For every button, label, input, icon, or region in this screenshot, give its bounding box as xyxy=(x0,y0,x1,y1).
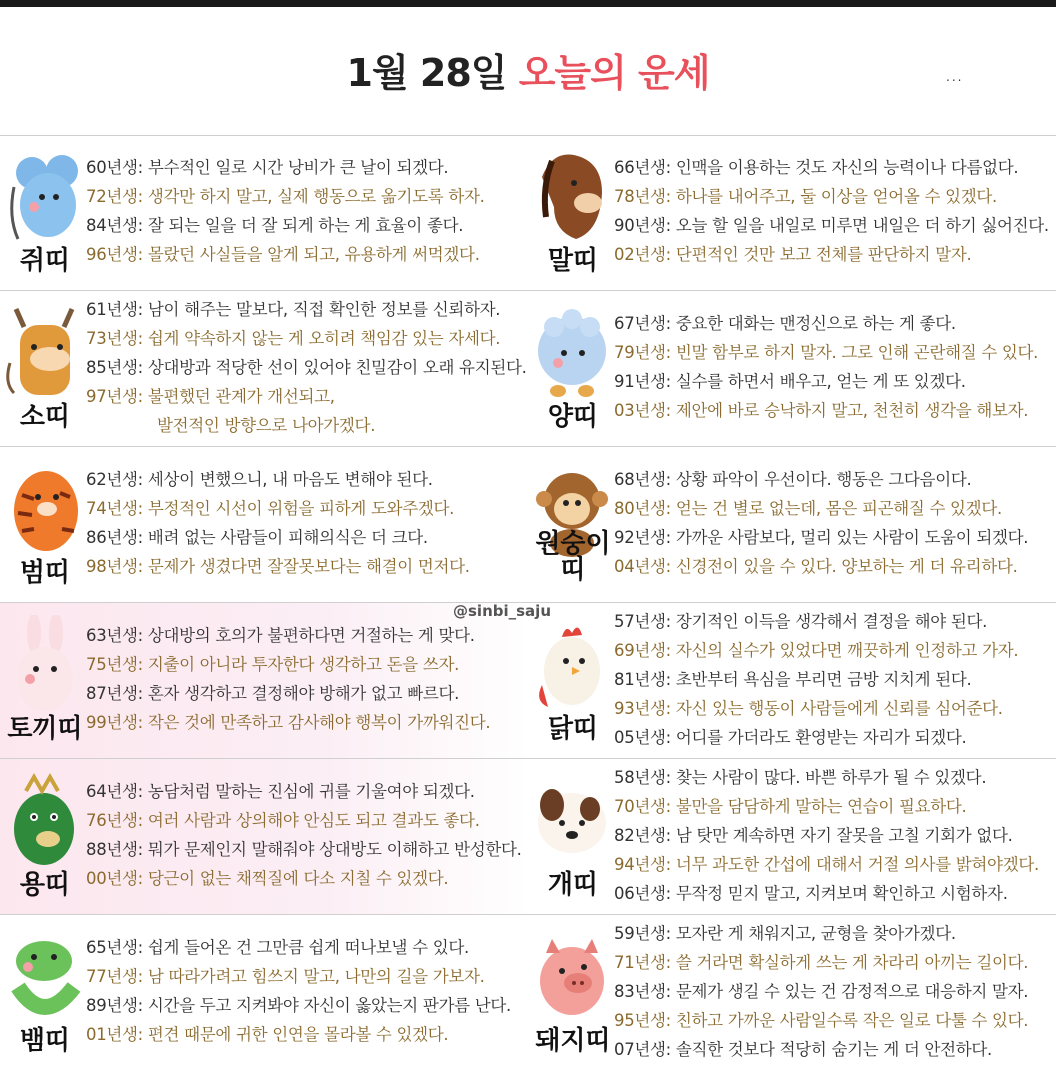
fortune-lines xyxy=(614,153,1049,269)
birth-year: 62년생: xyxy=(86,470,143,489)
fortune-text: 불만을 담담하게 말하는 연습이 필요하다. xyxy=(675,797,967,816)
zodiac-section xyxy=(0,291,528,446)
fortune-line xyxy=(86,295,527,324)
fortune-text: 몰랐던 사실들을 알게 되고, 유용하게 써먹겠다. xyxy=(147,245,480,264)
birth-year: 73년생: xyxy=(86,329,143,348)
fortune-line xyxy=(614,694,1018,723)
fortune-text: 문제가 생길 수 있는 건 감정적으로 대응하지 말자. xyxy=(675,982,1029,1001)
fortune-text: 인맥을 이용하는 것도 자신의 능력이나 다름없다. xyxy=(675,158,1019,177)
fortune-line xyxy=(86,353,527,382)
fortune-lines xyxy=(86,933,511,1049)
fortune-line xyxy=(614,396,1038,425)
rooster-icon xyxy=(532,615,612,715)
zodiac-name: 닭띠 xyxy=(547,714,599,744)
zodiac-section xyxy=(528,291,1056,446)
fortune-line xyxy=(86,465,470,494)
fortune-text: 가까운 사람보다, 멀리 있는 사람이 도움이 되겠다. xyxy=(675,528,1029,547)
rabbit-icon xyxy=(4,615,84,715)
birth-year: 04년생: xyxy=(614,557,671,576)
fortune-text: 단편적인 것만 보고 전체를 판단하지 말자. xyxy=(675,245,972,264)
zodiac-name: 범띠 xyxy=(19,558,71,588)
pig-icon xyxy=(532,927,612,1027)
fortune-text: 농담처럼 말하는 진심에 귀를 기울여야 되겠다. xyxy=(147,782,475,801)
birth-year: 74년생: xyxy=(86,499,143,518)
fortune-line xyxy=(614,211,1049,240)
title-highlight: 오늘의 운세 xyxy=(518,51,710,95)
zodiac-name: 돼지띠 xyxy=(535,1026,611,1056)
fortune-text: 상대방의 호의가 불편하다면 거절하는 게 맞다. xyxy=(147,626,475,645)
title-date: 1월 28일 xyxy=(346,51,507,95)
fortune-line xyxy=(86,182,485,211)
fortune-line xyxy=(86,523,470,552)
birth-year: 92년생: xyxy=(614,528,671,547)
birth-year: 79년생: xyxy=(614,343,671,362)
birth-year: 01년생: xyxy=(86,1025,143,1044)
fortune-lines xyxy=(614,919,1028,1064)
fortune-line xyxy=(614,763,1039,792)
fortune-text: 쓸 거라면 확실하게 쓰는 게 차라리 아끼는 길이다. xyxy=(675,953,1029,972)
fortune-lines xyxy=(86,295,527,440)
fortune-text: 부정적인 시선이 위험을 피하게 도와주겠다. xyxy=(147,499,455,518)
fortune-line xyxy=(86,864,522,893)
fortune-line xyxy=(614,309,1038,338)
fortune-text: 오늘 할 일을 내일로 미루면 내일은 더 하기 싫어진다. xyxy=(675,216,1049,235)
birth-year: 00년생: xyxy=(86,869,143,888)
fortune-text: 신경전이 있을 수 있다. 양보하는 게 더 유리하다. xyxy=(675,557,1018,576)
fortune-line xyxy=(86,806,522,835)
birth-year: 02년생: xyxy=(614,245,671,264)
birth-year: 81년생: xyxy=(614,670,671,689)
birth-year: 97년생: xyxy=(86,387,143,406)
zodiac-name: 개띠 xyxy=(547,870,599,900)
fortune-line xyxy=(86,835,522,864)
zodiac-section xyxy=(0,915,528,1065)
birth-year: 76년생: xyxy=(86,811,143,830)
birth-year: 98년생: xyxy=(86,557,143,576)
fortune-line xyxy=(86,240,485,269)
birth-year: 83년생: xyxy=(614,982,671,1001)
fortune-line xyxy=(86,650,490,679)
fortune-line xyxy=(614,1035,1028,1064)
dragon-icon xyxy=(4,771,84,871)
zodiac-section xyxy=(528,447,1056,602)
birth-year: 85년생: xyxy=(86,358,143,377)
birth-year: 71년생: xyxy=(614,953,671,972)
fortune-line xyxy=(614,636,1018,665)
fortune-line xyxy=(614,494,1028,523)
fortune-line xyxy=(614,465,1028,494)
birth-year: 68년생: xyxy=(614,470,671,489)
birth-year: 82년생: xyxy=(614,826,671,845)
zodiac-section xyxy=(0,759,528,914)
fortune-text: 솔직한 것보다 적당히 숨기는 게 더 안전하다. xyxy=(675,1040,993,1059)
birth-year: 99년생: xyxy=(86,713,143,732)
fortune-line xyxy=(614,723,1018,752)
birth-year: 84년생: xyxy=(86,216,143,235)
fortune-line xyxy=(614,367,1038,396)
fortune-line xyxy=(614,792,1039,821)
fortune-line xyxy=(614,182,1049,211)
birth-year: 87년생: xyxy=(86,684,143,703)
birth-year: 66년생: xyxy=(614,158,671,177)
tiger-icon xyxy=(4,459,84,559)
fortune-lines xyxy=(614,763,1039,908)
fortune-line xyxy=(614,153,1049,182)
fortune-text: 친하고 가까운 사람일수록 작은 일로 다툴 수 있다. xyxy=(675,1011,1029,1030)
birth-year: 95년생: xyxy=(614,1011,671,1030)
zodiac-name: 양띠 xyxy=(547,402,599,432)
zodiac-section xyxy=(528,603,1056,758)
fortune-line xyxy=(86,211,485,240)
zodiac-section xyxy=(0,603,528,758)
fortune-lines xyxy=(86,465,470,581)
fortune-line xyxy=(614,552,1028,581)
fortune-text: 어디를 가더라도 환영받는 자리가 되겠다. xyxy=(675,728,967,747)
fortune-text: 남 따라가려고 힘쓰지 말고, 나만의 길을 가보자. xyxy=(147,967,485,986)
fortune-line xyxy=(86,411,527,440)
fortune-text: 잘 되는 일을 더 잘 되게 하는 게 효율이 좋다. xyxy=(147,216,464,235)
birth-year: 69년생: xyxy=(614,641,671,660)
fortune-text: 배려 없는 사람들이 피해의식은 더 크다. xyxy=(147,528,428,547)
fortune-line xyxy=(86,494,470,523)
birth-year: 64년생: xyxy=(86,782,143,801)
fortune-line xyxy=(86,708,490,737)
fortune-text: 얻는 건 별로 없는데, 몸은 피곤해질 수 있겠다. xyxy=(675,499,1002,518)
birth-year: 60년생: xyxy=(86,158,143,177)
fortune-lines xyxy=(614,465,1028,581)
birth-year: 77년생: xyxy=(86,967,143,986)
fortune-text: 문제가 생겼다면 잘잘못보다는 해결이 먼저다. xyxy=(147,557,470,576)
watermark: @sinbi_saju xyxy=(453,602,551,620)
dog-icon xyxy=(532,771,612,871)
fortune-text: 중요한 대화는 맨정신으로 하는 게 좋다. xyxy=(675,314,956,333)
fortune-line xyxy=(614,240,1049,269)
birth-year: 88년생: xyxy=(86,840,143,859)
fortune-line xyxy=(614,607,1018,636)
fortune-text: 부수적인 일로 시간 낭비가 큰 날이 되겠다. xyxy=(147,158,449,177)
fortune-line xyxy=(614,879,1039,908)
fortune-line xyxy=(86,153,485,182)
fortune-text: 하나를 내어주고, 둘 이상을 얻어올 수 있겠다. xyxy=(675,187,997,206)
fortune-text: 자신 있는 행동이 사람들에게 신뢰를 심어준다. xyxy=(675,699,1003,718)
fortune-text: 장기적인 이득을 생각해서 결정을 해야 된다. xyxy=(675,612,988,631)
fortune-line xyxy=(86,962,511,991)
fortune-text: 남이 해주는 말보다, 직접 확인한 정보를 신뢰하자. xyxy=(147,300,501,319)
birth-year: 07년생: xyxy=(614,1040,671,1059)
fortune-line xyxy=(614,977,1028,1006)
fortune-line xyxy=(86,679,490,708)
fortune-text: 상대방과 적당한 선이 있어야 친밀감이 오래 유지된다. xyxy=(147,358,527,377)
fortune-text: 쉽게 약속하지 않는 게 오히려 책임감 있는 자세다. xyxy=(147,329,501,348)
fortune-text: 실수를 하면서 배우고, 얻는 게 또 있겠다. xyxy=(675,372,966,391)
fortune-text: 지출이 아니라 투자한다 생각하고 돈을 쓰자. xyxy=(147,655,460,674)
fortune-text: 모자란 게 채워지고, 균형을 찾아가겠다. xyxy=(675,924,956,943)
birth-year: 86년생: xyxy=(86,528,143,547)
fortune-text: 작은 것에 만족하고 감사해야 행복이 가까워진다. xyxy=(147,713,491,732)
fortune-lines xyxy=(86,153,485,269)
sheep-icon xyxy=(532,303,612,403)
birth-year: 91년생: xyxy=(614,372,671,391)
birth-year: 03년생: xyxy=(614,401,671,420)
zodiac-name: 토끼띠 xyxy=(7,714,83,744)
zodiac-name: 쥐띠 xyxy=(19,246,71,276)
fortune-text: 편견 때문에 귀한 인연을 몰라볼 수 있겠다. xyxy=(147,1025,449,1044)
snake-icon xyxy=(4,927,84,1027)
fortune-line xyxy=(614,821,1039,850)
fortune-text: 쉽게 들어온 건 그만큼 쉽게 떠나보낼 수 있다. xyxy=(147,938,469,957)
fortune-text: 시간을 두고 지켜봐야 자신이 옳았는지 판가름 난다. xyxy=(147,996,511,1015)
zodiac-name: 원숭이 띠 xyxy=(535,529,611,585)
fortune-text: 세상이 변했으니, 내 마음도 변해야 된다. xyxy=(147,470,433,489)
fortune-text: 너무 과도한 간섭에 대해서 거절 의사를 밝혀야겠다. xyxy=(675,855,1039,874)
birth-year: 59년생: xyxy=(614,924,671,943)
zodiac-name: 용띠 xyxy=(19,870,71,900)
zodiac-section xyxy=(0,135,528,290)
ox-icon xyxy=(4,303,84,403)
fortune-line xyxy=(614,919,1028,948)
birth-year: 75년생: xyxy=(86,655,143,674)
fortune-lines xyxy=(614,309,1038,425)
fortune-text: 뭐가 문제인지 말해줘야 상대방도 이해하고 반성한다. xyxy=(147,840,522,859)
fortune-text: 자신의 실수가 있었다면 깨끗하게 인정하고 가자. xyxy=(675,641,1019,660)
birth-year: 63년생: xyxy=(86,626,143,645)
birth-year: 72년생: xyxy=(86,187,143,206)
birth-year: 78년생: xyxy=(614,187,671,206)
birth-year: 67년생: xyxy=(614,314,671,333)
horse-icon xyxy=(532,147,612,247)
fortune-line xyxy=(86,324,527,353)
fortune-text: 여러 사람과 상의해야 안심도 되고 결과도 좋다. xyxy=(147,811,480,830)
fortune-text: 당근이 없는 채찍질에 다소 지칠 수 있겠다. xyxy=(147,869,449,888)
fortune-grid xyxy=(0,135,1056,1065)
fortune-text: 발전적인 방향으로 나아가겠다. xyxy=(157,416,376,435)
zodiac-section xyxy=(0,447,528,602)
birth-year: 90년생: xyxy=(614,216,671,235)
fortune-line xyxy=(86,777,522,806)
fortune-line xyxy=(86,552,470,581)
top-bar xyxy=(0,0,1056,7)
fortune-lines xyxy=(86,777,522,893)
zodiac-section xyxy=(528,135,1056,290)
birth-year: 05년생: xyxy=(614,728,671,747)
zodiac-section xyxy=(528,915,1056,1065)
fortune-text: 혼자 생각하고 결정해야 방해가 없고 빠르다. xyxy=(147,684,460,703)
fortune-line xyxy=(614,523,1028,552)
fortune-text: 남 탓만 계속하면 자기 잘못을 고칠 기회가 없다. xyxy=(675,826,1013,845)
page-title xyxy=(0,42,1056,97)
birth-year: 89년생: xyxy=(86,996,143,1015)
zodiac-name: 뱀띠 xyxy=(19,1026,71,1056)
birth-year: 57년생: xyxy=(614,612,671,631)
fortune-text: 상황 파악이 우선이다. 행동은 그다음이다. xyxy=(675,470,972,489)
mouse-icon xyxy=(4,147,84,247)
birth-year: 93년생: xyxy=(614,699,671,718)
fortune-line xyxy=(86,1020,511,1049)
more-dots: ... xyxy=(946,70,964,84)
fortune-text: 찾는 사람이 많다. 바쁜 하루가 될 수 있겠다. xyxy=(675,768,987,787)
zodiac-name: 소띠 xyxy=(19,402,71,432)
birth-year: 61년생: xyxy=(86,300,143,319)
zodiac-name: 말띠 xyxy=(547,246,599,276)
fortune-text: 초반부터 욕심을 부리면 금방 지치게 된다. xyxy=(675,670,972,689)
birth-year: 06년생: xyxy=(614,884,671,903)
fortune-text: 무작정 믿지 말고, 지켜보며 확인하고 시험하자. xyxy=(675,884,1008,903)
birth-year: 65년생: xyxy=(86,938,143,957)
birth-year: 96년생: xyxy=(86,245,143,264)
zodiac-section xyxy=(528,759,1056,914)
fortune-text: 불편했던 관계가 개선되고, xyxy=(147,387,335,406)
fortune-line xyxy=(614,338,1038,367)
fortune-lines xyxy=(614,607,1018,752)
fortune-line xyxy=(614,665,1018,694)
fortune-text: 빈말 함부로 하지 말자. 그로 인해 곤란해질 수 있다. xyxy=(675,343,1039,362)
birth-year: 80년생: xyxy=(614,499,671,518)
fortune-text: 제안에 바로 승낙하지 말고, 천천히 생각을 해보자. xyxy=(675,401,1029,420)
birth-year: 70년생: xyxy=(614,797,671,816)
fortune-text: 생각만 하지 말고, 실제 행동으로 옮기도록 하자. xyxy=(147,187,485,206)
birth-year: 58년생: xyxy=(614,768,671,787)
fortune-line xyxy=(614,850,1039,879)
fortune-line xyxy=(614,948,1028,977)
fortune-line xyxy=(86,991,511,1020)
fortune-line xyxy=(86,933,511,962)
fortune-line xyxy=(86,382,527,411)
birth-year: 94년생: xyxy=(614,855,671,874)
fortune-lines xyxy=(86,621,490,737)
fortune-line xyxy=(86,621,490,650)
fortune-line xyxy=(614,1006,1028,1035)
